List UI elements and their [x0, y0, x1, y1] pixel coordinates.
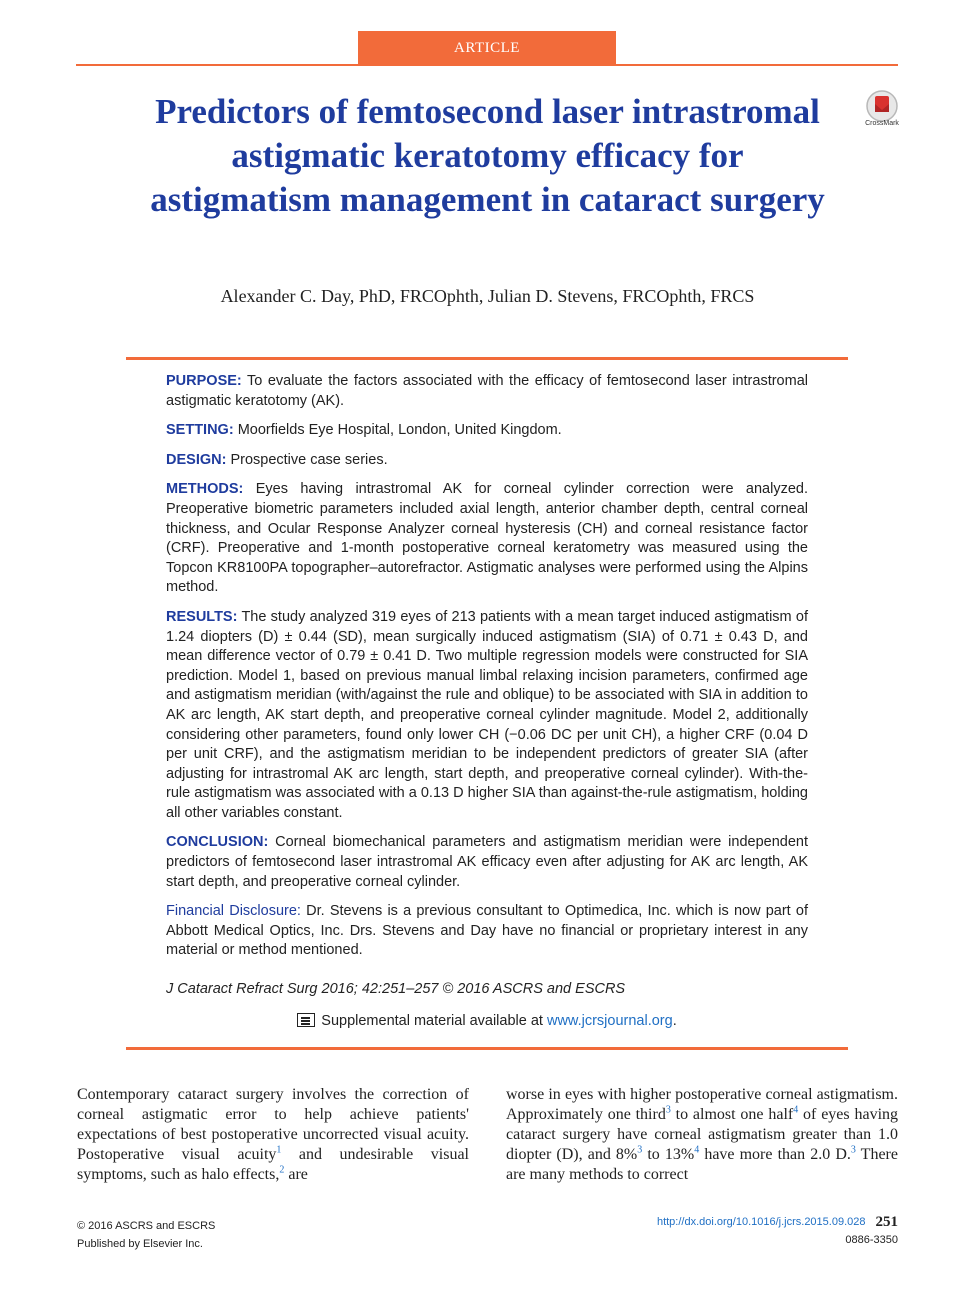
abstract [166, 372, 808, 971]
doi-link[interactable]: http://dx.doi.org/10.1016/j.jcrs.2015.09.028 [656, 1216, 866, 1228]
abstract-bottom-rule [126, 1047, 848, 1050]
reference-link[interactable]: 2 [279, 1164, 285, 1176]
journal-link[interactable]: www.jcrsjournal.org [546, 1013, 673, 1029]
page-number: 251 [875, 1214, 898, 1230]
issn-text: 0886-3350 [845, 1234, 898, 1246]
abstract-results: RESULTS: The study analyzed 319 eyes of 213 patients with a mean target induced astigmatism of 1.24 diopters (D) ± 0.44 (SD), mean surgically induced astigmatism (SIA) of 0.71 ± 0.43 D, and mean difference vector of 0.79 ± 0.41 D. Two multiple regression models were constructed for SIA prediction. Model 1, based on previous manual limbal relaxing incision parameters, confirmed age and astigmatism meridian (with/against the rule and oblique) to be associated with SIA in addition to AK arc length, AK start depth, and preoperative corneal cylinder magnitude. Model 2, additionally considering other parameters, found only lower CH (−0.06 DC per unit CH), a higher CRF (0.04 D per unit CRF), and the astigmatism meridian to be independent predictors of greater SIA (after adjusting for intrastromal AK arc length, start depth, and preoperative corneal cylinder). With-the-rule astigmatism was associated with a 0.13 D higher SIA than against-the-rule astigmatism, holding all other variables constant. [166, 608, 808, 821]
abstract-setting: SETTING: Moorfields Eye Hospital, London, United Kingdom. [166, 422, 562, 439]
abstract-conclusion: CONCLUSION: Corneal biomechanical parameters and astigmatism meridian were independent predictors of femtosecond laser intrastromal AK efficacy even after adjusting for AK arc length, AK start depth, and preoperative corneal cylinder. [166, 834, 808, 890]
reference-link[interactable]: 3 [637, 1144, 643, 1156]
reference-link[interactable]: 3 [665, 1104, 671, 1116]
publisher-text: Published by Elsevier Inc. [77, 1238, 203, 1250]
footer-left [77, 1217, 215, 1253]
reference-link[interactable]: 4 [793, 1104, 799, 1116]
copyright-text: © 2016 ASCRS and ESCRS [77, 1220, 216, 1232]
article-title: Predictors of femtosecond laser intrastromal astigmatic keratotomy efficacy for astigmatism management in cataract surgery [150, 92, 825, 219]
body-column-left: Contemporary cataract surgery involves the correction of corneal astigmatic error to help achieve patients' expectations of best postoperative uncorrected visual acuity. Postoperative visual acuity$^1$ and undesirable visual symptoms, such as halo effects,$^2$ are [77, 1086, 470, 1183]
body-column-right: worse in eyes with higher postoperative corneal astigmatism. Approximately one third$^3$ to almost one half$^4$ of eyes having cataract surgery have corneal astigmatism greater than 1.0 diopter (D), and 8%$^3$ to 13%$^4$ have more than 2.0 D.$^3$ There are many methods to correct [506, 1086, 899, 1183]
crossmark-label: CrossMark [865, 120, 899, 127]
supplemental-note: Supplemental material available at www.jcrsjournal.org. [166, 1013, 808, 1029]
abstract-purpose: PURPOSE: To evaluate the factors associated with the efficacy of femtosecond laser intrastromal astigmatic keratotomy (AK). [166, 373, 808, 409]
document-icon [297, 1013, 315, 1027]
abstract-top-rule [126, 357, 848, 360]
reference-link[interactable]: 1 [276, 1144, 282, 1156]
header-divider [76, 64, 898, 66]
article-type-tag: ARTICLE [358, 31, 616, 65]
journal-citation: J Cataract Refract Surg 2016; 42:251–257 © 2016 ASCRS and ESCRS [166, 981, 626, 997]
footer-right [560, 1213, 898, 1249]
abstract-methods: METHODS: Eyes having intrastromal AK for corneal cylinder correction were analyzed. Preoperative biometric parameters included axial length, anterior chamber depth, central corneal thickness, and Ocular Response Analyzer corneal hysteresis (CH) and corneal resistance factor (CRF). Preoperative and 1-month postoperative corneal keratometry was measured using the Topcon KR8100PA topographer–autorefractor. Astigmatic analyses were performed using the Alpins method. [166, 481, 808, 596]
reference-link[interactable]: 3 [850, 1144, 856, 1156]
abstract-disclosure: Financial Disclosure: Dr. Stevens is a previous consultant to Optimedica, Inc. which is now part of Abbott Medical Optics, Inc. Drs. Stevens and Day have no financial or proprietary interest in any material or method mentioned. [166, 903, 808, 959]
reference-link[interactable]: 4 [694, 1144, 700, 1156]
abstract-design: DESIGN: Prospective case series. [166, 451, 388, 468]
author-list: Alexander C. Day, PhD, FRCOphth, Julian D. Stevens, FRCOphth, FRCS [220, 286, 755, 306]
